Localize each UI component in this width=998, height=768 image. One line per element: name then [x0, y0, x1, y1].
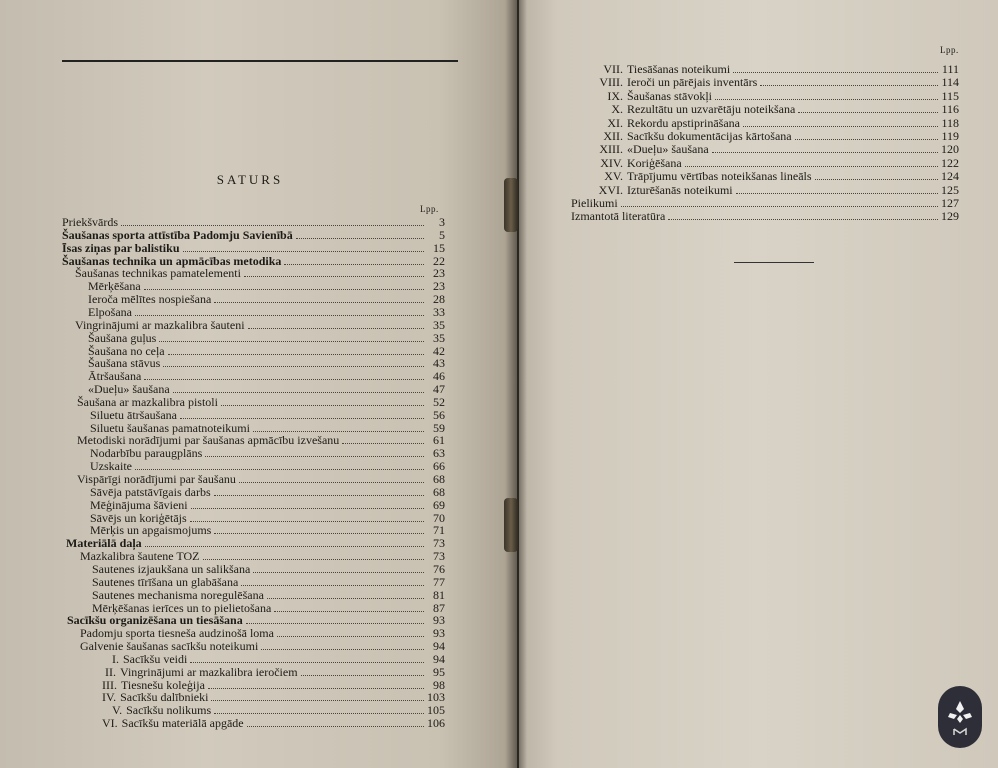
toc-entry [112, 653, 445, 666]
toc-entry-label: Siluetu ātršaušana [90, 407, 177, 422]
toc-entry-label: Šaušanas stāvokļi [627, 88, 712, 103]
toc-entry-page: 35 [433, 317, 445, 332]
toc-entry-number: VIII. [599, 75, 623, 90]
dot-leader [668, 218, 938, 220]
toc-entry-label: Nodarbību paraugplāns [90, 446, 203, 461]
dot-leader [795, 138, 938, 140]
dot-leader [190, 520, 424, 522]
toc-entry [92, 576, 445, 589]
toc-entry [90, 524, 445, 537]
toc-entry-number: VII. [603, 62, 623, 76]
toc-entry-page: 28 [433, 292, 445, 307]
dot-leader [144, 378, 424, 380]
toc-entry-page: 5 [439, 227, 445, 242]
toc-entry-label: Mēģinājuma šāvieni [90, 497, 188, 512]
dot-leader [246, 622, 424, 624]
dot-leader [736, 192, 938, 194]
toc-entry-page: 118 [941, 115, 959, 130]
toc-entry-number: XVI. [598, 182, 623, 197]
toc-entry-label: Koriģēšana [627, 155, 682, 170]
toc-entry-page: 103 [427, 690, 445, 705]
dot-leader [247, 725, 424, 727]
toc-entry-label: Elpošana [88, 304, 132, 319]
toc-entry-number: XIV. [600, 155, 623, 170]
toc-entry-page: 68 [433, 484, 445, 499]
toc-entry [90, 447, 445, 460]
toc-entry-page: 95 [433, 664, 445, 679]
staple-top [504, 178, 518, 232]
toc-entry [75, 319, 445, 332]
toc-entry [88, 332, 445, 345]
toc-entry [571, 210, 959, 223]
toc-entry-page: 93 [433, 626, 445, 641]
toc-entry-label: Īsas ziņas par balistiku [62, 240, 180, 255]
toc-entry-label: «Dueļu» šaušana [627, 142, 709, 157]
toc-entry-label: Siluetu šaušanas pamatnoteikumi [90, 420, 250, 435]
toc-entry-page: 70 [433, 510, 445, 525]
toc-entry-page: 23 [433, 266, 445, 281]
toc-entry-page: 73 [433, 549, 445, 564]
dot-leader [214, 712, 424, 714]
toc-entry-page: 98 [433, 677, 445, 692]
toc-entry-number: XI. [607, 115, 623, 130]
toc-entry-label: Šaušana guļus [88, 330, 157, 345]
toc-entry-label: Šaušana no ceļa [88, 343, 165, 358]
dot-leader [277, 635, 424, 637]
toc-entry [90, 499, 445, 512]
toc-entry-label: Sacīkšu veidi [123, 651, 188, 666]
toc-heading: SATURS [216, 172, 284, 187]
toc-entry-label: Mērķis un apgaismojums [90, 523, 212, 538]
dot-leader [159, 340, 424, 342]
toc-entry-label: Padomju sporta tiesneša audzinošā loma [80, 626, 274, 641]
toc-entry [571, 103, 959, 116]
toc-entry [88, 306, 445, 319]
toc-entry [571, 143, 959, 156]
toc-entry-label: Ātršaušana [88, 369, 142, 384]
dot-leader [815, 178, 938, 180]
toc-entry-page: 76 [433, 561, 445, 576]
toc-entry-page: 42 [433, 343, 445, 358]
end-rule [734, 262, 814, 263]
toc-entry-label: Sacīkšu dokumentācijas kārtošana [627, 129, 792, 143]
dot-leader [183, 250, 425, 252]
toc-entry [571, 90, 959, 103]
dot-leader [190, 661, 424, 663]
dot-leader [267, 597, 424, 599]
right-page [519, 0, 998, 768]
toc-entry-label: Šaušana ar mazkalibra pistoli [77, 394, 218, 409]
toc-entry-page: 77 [433, 574, 445, 589]
toc-entry-page: 122 [941, 155, 959, 170]
toc-entry-label: Tiesāšanas noteikumi [627, 62, 731, 76]
toc-entry-page: 124 [941, 169, 959, 184]
dot-leader [205, 455, 424, 457]
toc-entry-page: 3 [439, 215, 445, 229]
toc-entry-label: Ieroči un pārējais inventārs [627, 75, 758, 90]
dot-leader [798, 111, 938, 113]
toc-entry-page: 71 [433, 523, 445, 538]
toc-entry-number: XV. [604, 169, 623, 184]
toc-entry-label: Sāvēja patstāvīgais darbs [90, 484, 211, 499]
dot-leader [244, 275, 424, 277]
toc-entry-number: VI. [102, 716, 118, 731]
toc-entry-page: 120 [941, 142, 959, 157]
toc-entry-label: Vispārīgi norādījumi par šaušanu [77, 472, 236, 486]
toc-entry-page: 87 [433, 600, 445, 615]
toc-entry-page: 59 [433, 420, 445, 435]
toc-entry-label: Sacīkšu materiālā apgāde [121, 716, 244, 731]
dot-leader [214, 532, 424, 534]
toc-entry-label: Sacīkšu nolikums [126, 703, 212, 718]
dot-leader [168, 353, 424, 355]
toc-entry [92, 589, 445, 602]
dot-leader [191, 507, 424, 509]
dot-leader [261, 648, 424, 650]
dot-leader [173, 391, 424, 393]
dot-leader [621, 205, 938, 207]
toc-entry-number: I. [112, 651, 119, 666]
toc-entry-label: Šaušanas technikas pamatelementi [75, 266, 241, 281]
dot-leader [760, 84, 938, 86]
toc-entry-label: Sautenes tīrīšana un glabāšana [92, 574, 239, 589]
toc-entry-label: Sautenes izjaukšana un salikšana [92, 561, 251, 576]
toc-entry-label: Uzskaite [90, 459, 132, 474]
staple-bottom [504, 498, 518, 552]
toc-entry [105, 666, 445, 679]
dot-leader [296, 237, 424, 239]
toc-entry-page: 94 [433, 651, 445, 666]
dot-leader [715, 98, 938, 100]
toc-entry-label: Šaušana stāvus [88, 356, 161, 371]
toc-entry-page: 47 [433, 382, 445, 397]
toc-entry-page: 94 [433, 639, 445, 654]
toc-entry-page: 15 [433, 240, 445, 255]
toc-entry-label: Šaušanas sporta attīstība Padomju Savienībā [62, 227, 293, 242]
toc-entry [571, 117, 959, 130]
toc-entry-label: Vingrinājumi ar mazkalibra ieročiem [120, 664, 298, 679]
toc-entry-label: Trāpījumu vērtības noteikšanas lineāls [627, 169, 812, 184]
toc-entry-number: III. [102, 677, 117, 692]
toc-entry [571, 184, 959, 197]
toc-entry-page: 93 [433, 613, 445, 628]
dot-leader [145, 545, 424, 547]
toc-entry-page: 111 [941, 62, 959, 76]
toc-entry-number: XIII. [599, 142, 623, 157]
toc-entry-label: Izmantotā literatūra [571, 209, 666, 224]
toc-entry-label: Mērķēšana [88, 279, 141, 294]
dot-leader [211, 699, 424, 701]
toc-entry-page: 127 [941, 196, 959, 210]
toc-entry-page: 43 [433, 356, 445, 371]
toc-entry [571, 63, 959, 76]
toc-entry-label: Mērķēšanas ierīces un to pielietošana [92, 600, 272, 615]
toc-entry-label: Šaušanas technika un apmācības metodika [62, 253, 282, 268]
toc-entry-page: 114 [941, 75, 959, 90]
toc-entry-label: Pielikumi [571, 196, 618, 210]
dot-leader [685, 165, 938, 167]
toc-entry [571, 130, 959, 143]
toc-entry-label: «Dueļu» šaušana [88, 382, 170, 397]
top-rule [62, 60, 458, 62]
toc-entry [571, 157, 959, 170]
toc-entry [92, 563, 445, 576]
toc-entry-label: Rekordu apstiprināšana [627, 115, 740, 130]
toc-entry [88, 357, 445, 370]
toc-entry-label: Ieroča mēlītes nospiešana [88, 292, 212, 307]
toc-entry-page: 61 [433, 433, 445, 448]
toc-entry [90, 409, 445, 422]
toc-entry-number: IX. [607, 88, 623, 103]
toc-entry-label: Sautenes mechanisma noregulēšana [92, 587, 264, 602]
dot-leader [221, 404, 424, 406]
dot-leader [253, 430, 424, 432]
dot-leader [239, 481, 424, 483]
toc-entry-page: 69 [433, 497, 445, 512]
dot-leader [208, 687, 424, 689]
toc-entry-label: Rezultātu un uzvarētāju noteikšana [627, 102, 796, 117]
toc-entry-label: Izturēšanās noteikumi [627, 182, 733, 197]
toc-entry-page: 129 [941, 209, 959, 224]
page-column-label-right: Lpp. [940, 45, 959, 55]
dot-leader [163, 365, 424, 367]
toc-entry [571, 170, 959, 183]
toc-entry [90, 486, 445, 499]
toc-entry-page: 33 [433, 304, 445, 319]
toc-entry-page: 115 [941, 88, 959, 103]
toc-entry-page: 46 [433, 369, 445, 384]
toc-entry [102, 717, 445, 730]
toc-entry [571, 197, 959, 210]
toc-entry-page: 81 [433, 587, 445, 602]
toc-entry [62, 242, 445, 255]
toc-entry-page: 22 [433, 253, 445, 268]
toc-entry-page: 125 [941, 182, 959, 197]
toc-entry-number: IV. [102, 690, 117, 705]
toc-entry-label: Sāvējs un koriģētājs [90, 510, 187, 525]
toc-entry [88, 293, 445, 306]
toc-entry-page: 56 [433, 407, 445, 422]
dot-leader [342, 442, 424, 444]
toc-entry-number: X. [611, 102, 623, 117]
dot-leader [180, 417, 424, 419]
dot-leader [214, 494, 424, 496]
dot-leader [144, 288, 424, 290]
dot-leader [712, 151, 938, 153]
book-spine [505, 0, 527, 768]
dot-leader [743, 125, 938, 127]
dot-leader [121, 224, 424, 226]
toc-entry-label: Priekšvārds [62, 215, 118, 229]
toc-entry-number: II. [105, 664, 116, 679]
dot-leader [214, 301, 424, 303]
toc-entry [77, 396, 445, 409]
dot-leader [733, 71, 938, 73]
dot-leader [248, 327, 424, 329]
toc-entry [62, 229, 445, 242]
toc-entry-page: 119 [941, 129, 959, 143]
toc-entry-page: 66 [433, 459, 445, 474]
dot-leader [203, 558, 424, 560]
toc-entry-page: 105 [427, 703, 445, 718]
toc-entry-page: 68 [433, 472, 445, 486]
toc-entry-page: 35 [433, 330, 445, 345]
toc-entry-label: Metodiski norādījumi par šaušanas apmācību izvešanu [77, 433, 340, 448]
toc-entry-page: 106 [427, 716, 445, 731]
toc-entry-page: 73 [433, 536, 445, 551]
toc-entry-page: 23 [433, 279, 445, 294]
toc-entry-label: Sacīkšu dalībnieki [120, 690, 209, 705]
toc-entry [571, 76, 959, 89]
toc-entry-label: Galvenie šaušanas sacīkšu noteikumi [80, 639, 259, 654]
dot-leader [253, 571, 424, 573]
dot-leader [241, 584, 424, 586]
toc-entry-label: Vingrinājumi ar mazkalibra šauteni [75, 317, 245, 332]
page-column-label: Lpp. [420, 204, 439, 214]
toc-entry-page: 63 [433, 446, 445, 461]
watermark-logo-icon [938, 686, 982, 748]
toc-entry-page: 116 [941, 102, 959, 117]
dot-leader [135, 468, 424, 470]
toc-entry-number: XII. [603, 129, 623, 143]
toc-entry-label: Mazkalibra šautene TOZ [80, 549, 200, 564]
toc-entry-label: Materiālā daļa [66, 536, 142, 551]
dot-leader [274, 610, 424, 612]
toc-entry-page: 52 [433, 394, 445, 409]
dot-leader [301, 674, 424, 676]
toc-entry-label: Tiesnešu koleģija [121, 677, 205, 692]
toc-entry-number: V. [112, 703, 123, 718]
toc-entry-label: Sacīkšu organizēšana un tiesāšana [67, 613, 243, 628]
dot-leader [135, 314, 424, 316]
dot-leader [284, 263, 424, 265]
